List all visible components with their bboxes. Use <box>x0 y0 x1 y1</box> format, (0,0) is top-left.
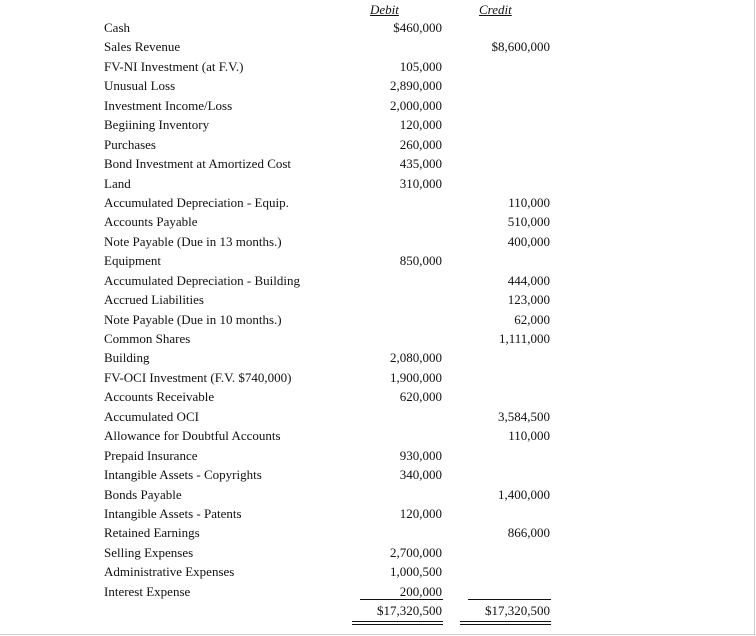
debit-column-header: Debit <box>370 2 399 17</box>
credit-column-header: Credit <box>479 2 512 17</box>
account-name: Interest Expense <box>104 583 191 599</box>
account-name: Unusual Loss <box>104 78 176 94</box>
credit-amount: 110,000 <box>508 428 550 444</box>
credit-amount: 444,000 <box>507 272 550 288</box>
credit-amount: 3,584,500 <box>498 408 550 424</box>
account-name: Accounts Payable <box>104 214 198 230</box>
account-name: Selling Expenses <box>104 544 194 560</box>
debit-amount: 930,000 <box>399 447 442 463</box>
table-row <box>0 174 756 193</box>
credit-amount: $8,600,000 <box>491 39 550 55</box>
credit-total-double-rule <box>460 621 551 625</box>
table-row <box>0 37 756 56</box>
account-name: Note Payable (Due in 13 months.) <box>104 233 282 249</box>
credit-amount: 400,000 <box>507 233 550 249</box>
account-name: Bonds Payable <box>104 486 182 502</box>
account-name: Sales Revenue <box>104 39 181 55</box>
debit-amount: 620,000 <box>399 389 442 405</box>
credit-amount: 123,000 <box>507 292 550 308</box>
debit-amount: 850,000 <box>399 253 442 269</box>
credit-amount: 62,000 <box>514 311 550 327</box>
table-row <box>0 407 756 426</box>
account-name: Accumulated Depreciation - Equip. <box>104 194 289 210</box>
table-row <box>0 135 756 154</box>
debit-amount: 2,080,000 <box>390 350 442 366</box>
debit-amount: 2,700,000 <box>390 544 442 560</box>
debit-total-rule <box>360 599 443 600</box>
table-row <box>0 368 756 387</box>
table-row <box>0 504 756 523</box>
table-row <box>0 96 756 115</box>
credit-amount: 110,000 <box>508 194 550 210</box>
table-row <box>0 154 756 173</box>
table-row <box>0 348 756 367</box>
totals-row <box>0 601 756 621</box>
debit-amount: 340,000 <box>399 467 442 483</box>
account-name: Accrued Liabilities <box>104 292 204 308</box>
account-name: Bond Investment at Amortized Cost <box>104 156 292 172</box>
account-name: Cash <box>104 20 130 35</box>
table-row <box>0 271 756 290</box>
debit-amount: 200,000 <box>399 583 442 599</box>
account-name: Intangible Assets - Copyrights <box>104 467 262 483</box>
trial-balance-rows <box>0 18 756 601</box>
table-row <box>0 523 756 542</box>
credit-total: $17,320,500 <box>485 603 550 618</box>
debit-amount: 120,000 <box>399 505 442 521</box>
credit-amount: 1,400,000 <box>498 486 550 502</box>
account-name: Note Payable (Due in 10 months.) <box>104 311 282 327</box>
account-name: Begiining Inventory <box>104 117 210 133</box>
account-name: Building <box>104 350 150 366</box>
account-name: Accumulated OCI <box>104 408 199 424</box>
account-name: Investment Income/Loss <box>104 97 233 113</box>
table-row <box>0 115 756 134</box>
account-name: Accounts Receivable <box>104 389 215 405</box>
account-name: Allowance for Doubtful Accounts <box>104 428 281 444</box>
table-row <box>0 232 756 251</box>
account-name: Purchases <box>104 136 156 152</box>
account-name: Administrative Expenses <box>104 564 235 580</box>
table-row <box>0 426 756 445</box>
table-row <box>0 446 756 465</box>
debit-amount: 105,000 <box>399 58 442 74</box>
credit-amount: 1,111,000 <box>498 331 550 346</box>
table-row <box>0 310 756 329</box>
credit-total-rule <box>468 599 551 600</box>
account-name: Prepaid Insurance <box>104 447 198 463</box>
debit-amount: 260,000 <box>399 136 442 152</box>
table-row <box>0 329 756 348</box>
table-row <box>0 562 756 581</box>
debit-amount: 120,000 <box>399 117 442 133</box>
account-name: FV-NI Investment (at F.V.) <box>104 58 244 74</box>
debit-amount: 435,000 <box>399 156 442 172</box>
credit-amount: 510,000 <box>507 214 550 230</box>
table-row <box>0 465 756 484</box>
debit-amount: 310,000 <box>399 175 442 191</box>
account-name: Common Shares <box>104 331 191 346</box>
table-row <box>0 193 756 212</box>
account-name: Land <box>104 175 131 191</box>
debit-total-double-rule <box>352 621 443 625</box>
debit-amount: $460,000 <box>393 20 442 35</box>
table-row <box>0 212 756 231</box>
debit-amount: 2,000,000 <box>390 97 442 113</box>
table-row <box>0 387 756 406</box>
debit-amount: 1,900,000 <box>390 369 442 385</box>
table-row <box>0 485 756 504</box>
credit-amount: 866,000 <box>507 525 550 541</box>
table-row <box>0 251 756 270</box>
table-row <box>0 18 756 37</box>
debit-amount: 1,000,500 <box>390 564 442 580</box>
debit-total: $17,320,500 <box>377 603 442 618</box>
account-name: FV-OCI Investment (F.V. $740,000) <box>104 369 292 385</box>
account-name: Retained Earnings <box>104 525 200 541</box>
account-name: Accumulated Depreciation - Building <box>104 272 301 288</box>
account-name: Equipment <box>104 253 162 269</box>
table-row <box>0 76 756 95</box>
table-row <box>0 57 756 76</box>
debit-amount: 2,890,000 <box>390 78 442 94</box>
table-row <box>0 290 756 309</box>
account-name: Intangible Assets - Patents <box>104 505 242 521</box>
table-row <box>0 543 756 562</box>
